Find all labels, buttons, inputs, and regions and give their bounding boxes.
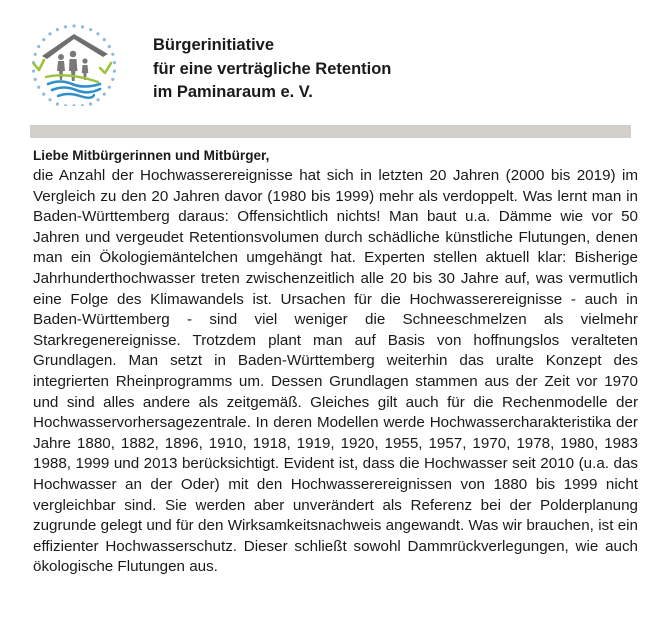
logo-green-mark-right [100, 63, 111, 73]
logo-wave-2 [52, 88, 100, 93]
page-header [0, 0, 661, 120]
header-divider-bar [30, 125, 631, 138]
logo-wave-3 [58, 94, 94, 98]
letter-salutation: Liebe Mitbürgerinnen und Mitbürger, [33, 148, 270, 163]
house-family-river-logo-icon [28, 22, 120, 106]
logo-green-mark-left [34, 60, 44, 70]
organization-name [153, 34, 391, 105]
organization-name-line-2: für eine verträgliche Retention [153, 59, 392, 78]
organization-name-line-3: im Paminaraum e. V. [153, 83, 313, 101]
letter-content [33, 146, 638, 578]
logo-wave-1 [48, 82, 100, 87]
letter-body: die Anzahl der Hochwasserereignisse hat sich in letzten 20 Jahren (2000 bis 2019) im Vergleich zu den 20 Jahren davor (1980 bis 1999) mehr als verdoppelt. Was lernt man in Baden-Württemberg daraus: Offensichtlich nichts! Man baut u.a. Dämme wie vor 50 Jahren und vergeudet Retentionsvolumen durch schädliche künstliche Flutungen, denen man ein Ökologiemäntelchen umgehängt hat. Experten stellen aktuell klar: Bisherige Jahrhunderthochwasser treten zwischenzeitlich alle 20 bis 30 Jahre auf, was vermutlich eine Folge des Klimawandels ist. Ursachen für die Hochwasserereignisse - auch in Baden-Württemberg - sind viel weniger die Schneeschmelzen als vielmehr Starkregenereignisse. Trotzdem plant man auf Basis von hoffnungslos veralteten Grundlagen. Man setzt in Baden-Württemberg weiterhin das uralte Konzept des integrierten Rheinprogramms um. Dessen Grundlagen stammen aus der Zeit vor 1970 und sind alles andere als zeitgemäß. Gleiches gilt auch für die Rechenmodelle der Hochwasservorhersagezentrale. In deren Modellen werde Hochwassercharakteristika der Jahre 1880, 1882, 1896, 1910, 1918, 1919, 1920, 1955, 1957, 1970, 1978, 1980, 1983 1988, 1999 und 2013 berücksichtigt. Evident ist, dass die Hochwasser seit 2010 (u.a. das Hochwasser an der Oder) mit den Hochwasserereignissen von 1880 bis 1999 nicht vergleichbar sind. Sie werden aber unverändert als Referenz bei der Polderplanung zugrunde gelegt und für den Wirksamkeitsnachweis angewandt. Was wir brauchen, ist ein effizienter Hochwasserschutz. Dieser schließt sowohl Dammrückverlegungen, wie auch ökologische Flutungen aus. [33, 167, 638, 576]
organization-name-line-1: Bürgerinitiative [153, 36, 275, 54]
